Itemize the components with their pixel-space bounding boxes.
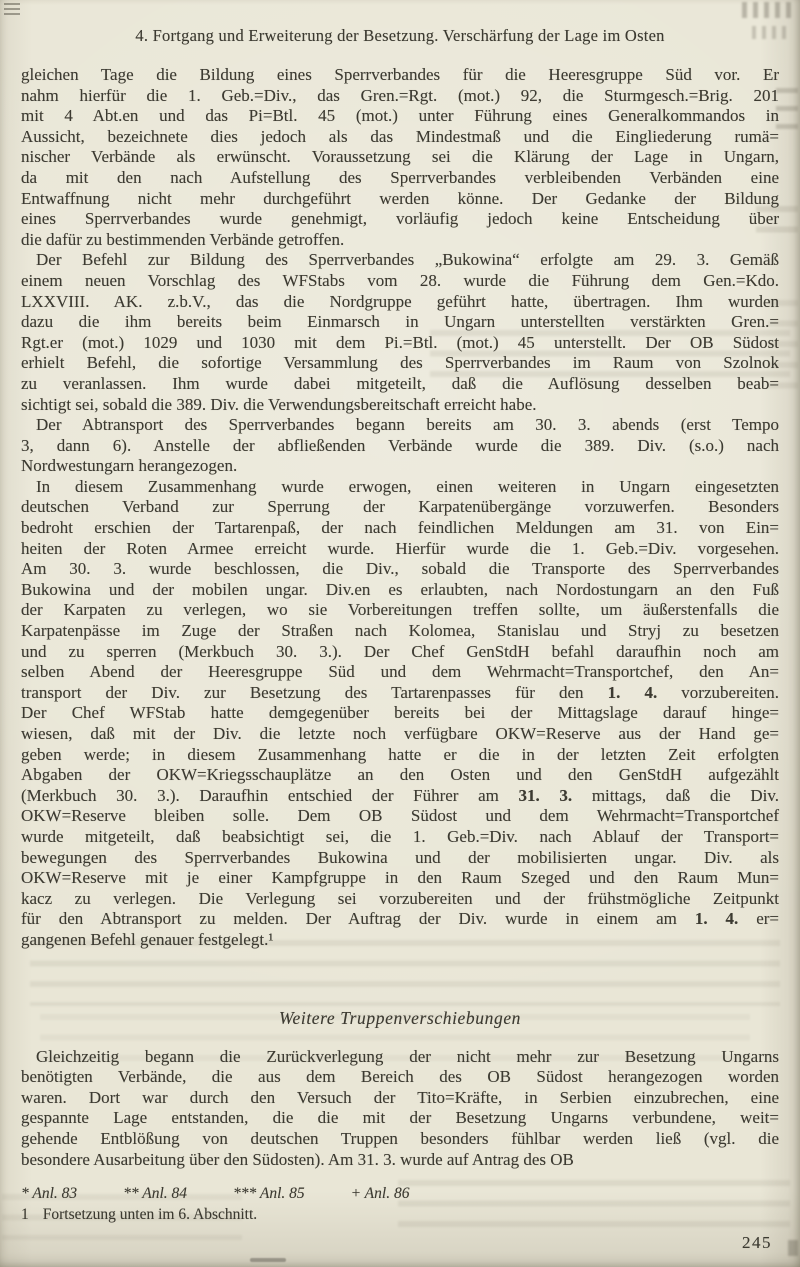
text-segment: OKW=Reserve bleiben solle. Dem OB Südost und dem Wehrmacht=Transportchef bbox=[21, 806, 779, 826]
text-line bbox=[21, 745, 779, 766]
text-segment: benötigten Verbände, die aus dem Bereich des OB Südost herangezogen worden bbox=[21, 1067, 779, 1087]
text-line bbox=[21, 827, 779, 848]
text-segment: die dafür zu bestimmenden Verbände getroffen. bbox=[21, 229, 345, 249]
text-line bbox=[21, 230, 779, 251]
text-segment: Gleichzeitig begann die Zurückverlegung der nicht mehr zur Besetzung Ungarns bbox=[36, 1046, 779, 1066]
text-segment: * Anl. 83 bbox=[21, 1185, 78, 1203]
text-line bbox=[21, 1184, 77, 1204]
text-segment: kacz zu verlegen. Die Verlegung sei vorzubereiten und der frühstmögliche Zeitpunkt bbox=[21, 888, 779, 908]
text-segment: dazu die ihm bereits beim Einmarsch in Ungarn unterstellten verstärkten Gren.= bbox=[21, 312, 779, 332]
text-segment: erhielt Befehl, die sofortige Versammlung des Sperrverbandes im Raum von Szolnok bbox=[21, 353, 779, 373]
text-segment: Abgaben der OKW=Kriegsschauplätze an den Osten und den GenStdH aufgezählt bbox=[21, 765, 779, 785]
text-line bbox=[21, 189, 779, 210]
text-line bbox=[21, 539, 779, 560]
text-segment: Entwaffnung nicht mehr durchgeführt werden könne. Der Gedanke der Bildung bbox=[21, 188, 779, 208]
text-segment: mit 4 Abt.en und das Pi=Btl. 45 (mot.) unter Führung eines Generalkommandos in bbox=[21, 106, 779, 126]
body-text bbox=[21, 65, 779, 951]
text-line bbox=[21, 1150, 779, 1171]
text-line bbox=[21, 456, 779, 477]
text-line bbox=[123, 1184, 187, 1204]
text-segment: 3, dann 6). Anstelle der abfließenden Verbände wurde die 389. Div. (s.o.) nach bbox=[21, 435, 779, 455]
text-line bbox=[21, 353, 779, 374]
text-line bbox=[21, 889, 779, 910]
footnote-marker: 1 bbox=[21, 1206, 29, 1224]
text-segment: Rgt.er (mot.) 1029 und 1030 mit dem Pi.=Btl. (mot.) 45 unterstellt. Der OB Südost bbox=[21, 332, 779, 352]
text-line bbox=[21, 168, 779, 189]
text-line bbox=[21, 642, 779, 663]
text-line bbox=[21, 765, 779, 786]
text-segment: Bukowina und der mobilen ungar. Div.en es erlaubten, nach Nordostungarn an den Fuß bbox=[21, 579, 779, 599]
page-number: 245 bbox=[742, 1233, 772, 1252]
text-line bbox=[21, 909, 779, 930]
text-segment: nischer Verbände als erwünscht. Voraussetzung sei die Klärung der Lage in Ungarn, bbox=[21, 147, 779, 167]
paragraph-befehl-bukowina bbox=[21, 250, 779, 415]
text-line bbox=[21, 415, 779, 436]
text-segment: waren. Dort war durch den Versuch der Tito=Kräfte, in Serbien einzubrechen, eine bbox=[21, 1087, 779, 1107]
text-line bbox=[21, 333, 779, 354]
text-segment: besondere Ausarbeitung über den Südosten). Am 31. 3. wurde auf Antrag des OB bbox=[21, 1149, 574, 1169]
text-segment: In diesem Zusammenhang wurde erwogen, einen weiteren in Ungarn eingesetzten bbox=[36, 476, 779, 496]
text-segment: gangenen Befehl genauer festgelegt.¹ bbox=[21, 929, 274, 949]
text-segment: *** Anl. 85 bbox=[233, 1185, 305, 1203]
text-segment: für den Abtransport zu melden. Der Auftrag der Div. wurde in einem am bbox=[21, 909, 695, 929]
paragraph-abtransport bbox=[21, 415, 779, 477]
text-segment: ** Anl. 84 bbox=[123, 1185, 187, 1203]
paragraph-truppenverschiebungen bbox=[21, 1047, 779, 1171]
text-line bbox=[21, 292, 779, 313]
text-segment: mittags, daß die Div. bbox=[572, 785, 780, 805]
text-line bbox=[21, 312, 779, 333]
text-line bbox=[21, 497, 779, 518]
text-line bbox=[21, 374, 779, 395]
text-segment: transport der Div. zur Besetzung des Tartarenpasses für den bbox=[21, 682, 608, 702]
bold-text: 1. 4. bbox=[694, 909, 739, 929]
text-segment: deutschen Verband zur Sperrung der Karpatenübergänge vorzuwerfen. Besonders bbox=[21, 497, 779, 517]
text-line bbox=[21, 868, 779, 889]
text-segment: wiesen, daß mit der Div. die letzte noch verfügbare OKW=Reserve aus der Hand ge= bbox=[21, 724, 779, 743]
text-line bbox=[21, 930, 779, 951]
bold-text: 1. 4. bbox=[607, 682, 658, 702]
text-line bbox=[21, 395, 779, 416]
text-line bbox=[21, 1108, 779, 1129]
bold-text: 31. 3. bbox=[518, 785, 573, 805]
text-line bbox=[21, 477, 779, 498]
text-segment: sichtigt sei, sobald die 389. Div. die Verwendungsbereitschaft erreicht habe. bbox=[21, 394, 537, 414]
text-segment: heiten der Roten Armee erreicht wurde. Hierfür wurde die 1. Geb.=Div. vorgesehen. bbox=[21, 538, 779, 558]
scan-artifact bbox=[250, 1258, 286, 1262]
text-line bbox=[21, 147, 779, 168]
section-heading: Weitere Truppenverschiebungen bbox=[278, 1007, 522, 1028]
text-segment: und zu sperren (Merkbuch 30. 3.). Der Chef GenStdH befahl daraufhin noch am bbox=[21, 641, 779, 661]
text-segment: Aussicht, bezeichnete dies jedoch als das Mindestmaß und die Eingliederung rumä= bbox=[21, 126, 779, 146]
text-segment: Karpatenpässe im Zuge der Straßen nach Kolomea, Stanislau und Stryj zu besetzen bbox=[21, 621, 779, 641]
text-line bbox=[21, 86, 779, 107]
text-line bbox=[21, 683, 779, 704]
text-segment: da mit den nach Aufstellung des Sperrverbandes verbleibenden Verbänden eine bbox=[21, 167, 779, 187]
text-line bbox=[21, 271, 779, 292]
text-segment: Nordwestungarn herangezogen. bbox=[21, 456, 238, 476]
text-segment: OKW=Reserve mit je einer Kampfgruppe in den Raum Szeged und den Raum Mun= bbox=[21, 868, 779, 888]
text-segment: + Anl. 86 bbox=[350, 1185, 410, 1203]
text-segment: der Karpaten zu verlegen, wo sie Vorbereitungen treffen sollte, um äußerstenfalls die bbox=[21, 600, 779, 620]
text-line bbox=[21, 65, 779, 86]
text-line bbox=[21, 724, 779, 745]
text-line bbox=[21, 848, 779, 869]
text-line bbox=[21, 580, 779, 601]
scan-artifact bbox=[788, 1240, 798, 1256]
text-line bbox=[233, 1184, 305, 1204]
text-line bbox=[21, 1067, 779, 1088]
text-segment: er= bbox=[738, 909, 780, 929]
text-segment: Am 30. 3. wurde beschlossen, die Div., sobald die Transporte des Sperrverbandes bbox=[21, 559, 779, 579]
text-line bbox=[21, 209, 779, 230]
text-segment: vorzubereiten. bbox=[657, 682, 780, 702]
text-segment: Der Befehl zur Bildung des Sperrverbandes „Bukowina“ erfolgte am 29. 3. Gemäß bbox=[36, 250, 779, 270]
text-segment: einem neuen Vorschlag des WFStabs vom 28. wurde die Führung dem Gen.=Kdo. bbox=[21, 270, 779, 290]
text-segment: LXXVIII. AK. z.b.V., das die Nordgruppe geführt hatte, übertragen. Ihm wurden bbox=[21, 291, 779, 311]
text-segment: bedroht erschien der Tartarenpaß, der nach feindlichen Meldungen am 31. von Ein= bbox=[21, 518, 779, 538]
footnote-references bbox=[21, 1184, 779, 1204]
paragraph-continuation bbox=[21, 65, 779, 250]
text-line bbox=[21, 1088, 779, 1109]
text-segment: (Merkbuch 30. 3.). Daraufhin entschied der Führer am bbox=[21, 785, 519, 805]
text-line bbox=[21, 600, 779, 621]
text-segment: bewegungen des Sperrverbandes Bukowina und der mobilisierten ungar. Div. als bbox=[21, 847, 779, 867]
text-segment: Der Chef WFStab hatte demgegenüber bereits bei der Mittagslage darauf hinge= bbox=[21, 703, 779, 723]
text-segment: gespannte Lage entstanden, die die mit der Besetzung Ungarns verbundene, weit= bbox=[21, 1108, 779, 1128]
text-line bbox=[21, 806, 779, 827]
text-segment: eines Sperrverbandes wurde genehmigt, vorläufig jedoch keine Entscheidung über bbox=[21, 209, 779, 229]
text-segment: zu veranlassen. Ihm wurde dabei mitgeteilt, daß die Auflösung desselben beab= bbox=[21, 373, 779, 393]
text-line bbox=[21, 1129, 779, 1150]
text-line bbox=[21, 106, 779, 127]
text-line bbox=[21, 662, 779, 683]
footnote bbox=[21, 1205, 779, 1225]
text-line bbox=[21, 518, 779, 539]
text-segment: selben Abend der Heeresgruppe Süd und dem Wehrmacht=Transportchef, den An= bbox=[21, 662, 779, 682]
running-header: 4. Fortgang und Erweiterung der Besetzung. Verschärfung der Lage im Osten bbox=[135, 26, 665, 45]
text-line bbox=[21, 703, 779, 724]
text-line bbox=[21, 1047, 779, 1068]
text-line bbox=[21, 621, 779, 642]
text-line bbox=[351, 1184, 410, 1204]
text-segment: Der Abtransport des Sperrverbandes begann bereits am 30. 3. abends (erst Tempo bbox=[36, 415, 779, 435]
text-segment: gleichen Tage die Bildung eines Sperrverbandes für die Heeresgruppe Süd vor. Er bbox=[21, 65, 779, 84]
paragraph-karpaten bbox=[21, 477, 779, 951]
text-segment: geben werde; in diesem Zusammenhang hatte er die in der letzten Zeit erfolgten bbox=[21, 744, 779, 764]
text-line bbox=[21, 127, 779, 148]
text-line bbox=[21, 559, 779, 580]
footnote-text: Fortsetzung unten im 6. Abschnitt. bbox=[42, 1206, 258, 1224]
text-segment: gehende Entblößung von deutschen Truppen besonders fühlbar werden ließ (vgl. die bbox=[21, 1128, 779, 1148]
text-line bbox=[21, 250, 779, 271]
text-line bbox=[21, 786, 779, 807]
text-line bbox=[21, 436, 779, 457]
text-segment: nahm hierfür die 1. Geb.=Div., das Gren.=Rgt. (mot.) 92, die Sturmgesch.=Brig. 201 bbox=[21, 85, 779, 105]
text-segment: wurde mitgeteilt, daß beabsichtigt sei, die 1. Geb.=Div. nach Ablauf der Transport= bbox=[21, 826, 779, 846]
